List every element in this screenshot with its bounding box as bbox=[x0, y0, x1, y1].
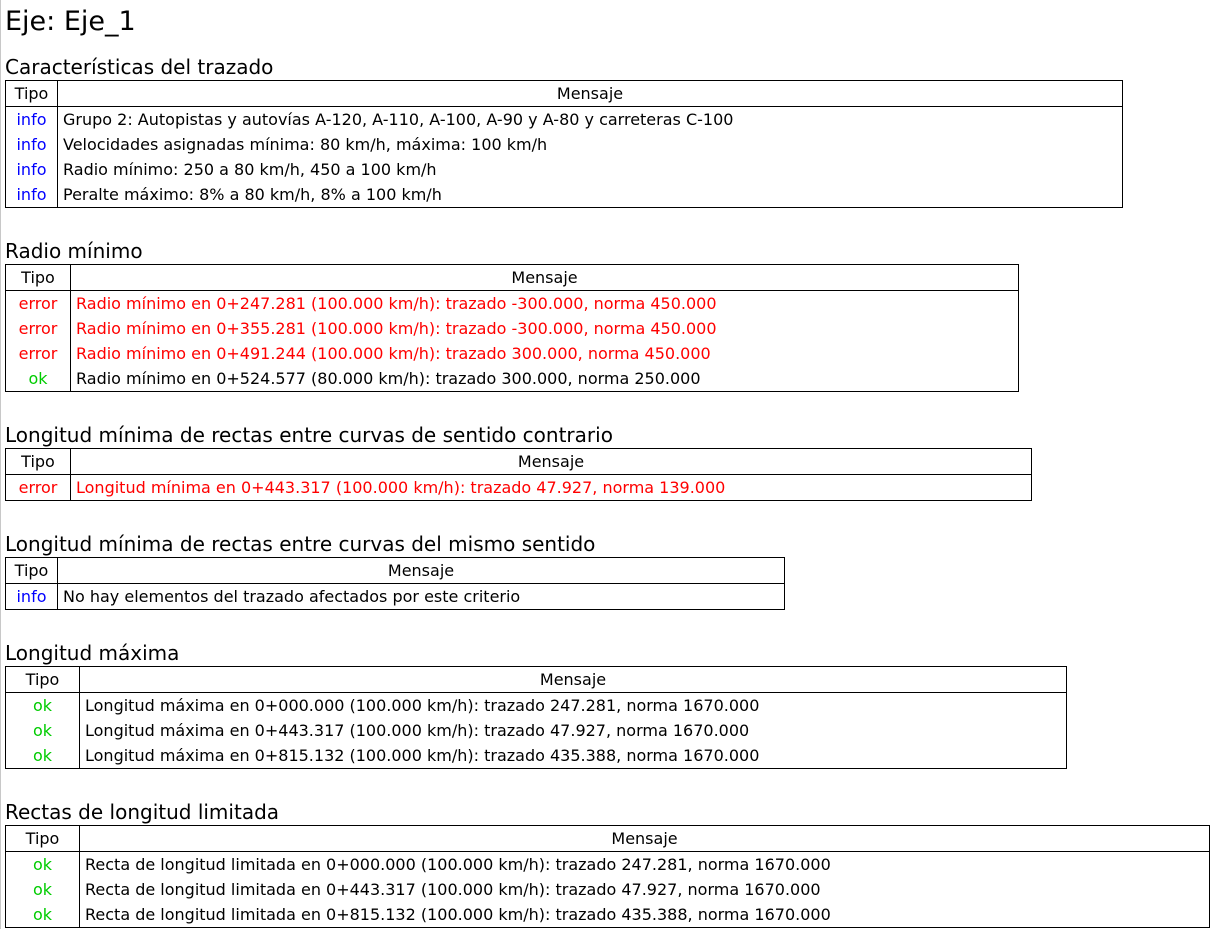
results-table bbox=[5, 448, 1032, 501]
table-row bbox=[6, 132, 1123, 157]
type-cell: ok bbox=[6, 877, 80, 902]
column-header-mensaje: Mensaje bbox=[58, 558, 785, 584]
table-row bbox=[6, 107, 1123, 133]
table-header-row bbox=[6, 826, 1210, 852]
section-title: Longitud mínima de rectas entre curvas del mismo sentido bbox=[5, 532, 596, 556]
table-row bbox=[6, 341, 1019, 366]
column-header-tipo: Tipo bbox=[6, 826, 80, 852]
type-cell: error bbox=[6, 291, 71, 317]
table-row bbox=[6, 852, 1210, 878]
type-cell: ok bbox=[6, 743, 80, 769]
results-table bbox=[5, 264, 1019, 392]
table-row bbox=[6, 902, 1210, 928]
type-cell: info bbox=[6, 584, 58, 610]
section-title: Radio mínimo bbox=[5, 239, 143, 263]
table-header-row bbox=[6, 667, 1067, 693]
type-cell: ok bbox=[6, 366, 71, 392]
section-rectas-de-longitud-limitada bbox=[5, 799, 1210, 928]
results-table bbox=[5, 557, 785, 610]
table-header-row bbox=[6, 449, 1032, 475]
message-cell: Radio mínimo en 0+355.281 (100.000 km/h): trazado -300.000, norma 450.000 bbox=[71, 316, 1019, 341]
type-cell: ok bbox=[6, 902, 80, 928]
results-table bbox=[5, 80, 1123, 208]
message-cell: Recta de longitud limitada en 0+443.317 (100.000 km/h): trazado 47.927, norma 1670.000 bbox=[80, 877, 1210, 902]
column-header-tipo: Tipo bbox=[6, 81, 58, 107]
type-cell: error bbox=[6, 341, 71, 366]
message-cell: Grupo 2: Autopistas y autovías A-120, A-110, A-100, A-90 y A-80 y carreteras C-100 bbox=[58, 107, 1123, 133]
column-header-tipo: Tipo bbox=[6, 265, 71, 291]
message-cell: Velocidades asignadas mínima: 80 km/h, máxima: 100 km/h bbox=[58, 132, 1123, 157]
message-cell: Longitud mínima en 0+443.317 (100.000 km/h): trazado 47.927, norma 139.000 bbox=[71, 475, 1032, 501]
table-row bbox=[6, 693, 1067, 719]
column-header-mensaje: Mensaje bbox=[71, 449, 1032, 475]
table-header-row bbox=[6, 265, 1019, 291]
message-cell: Radio mínimo en 0+491.244 (100.000 km/h): trazado 300.000, norma 450.000 bbox=[71, 341, 1019, 366]
message-cell: Radio mínimo: 250 a 80 km/h, 450 a 100 km/h bbox=[58, 157, 1123, 182]
message-cell: Radio mínimo en 0+524.577 (80.000 km/h): trazado 300.000, norma 250.000 bbox=[71, 366, 1019, 392]
message-cell: Recta de longitud limitada en 0+000.000 (100.000 km/h): trazado 247.281, norma 1670.000 bbox=[80, 852, 1210, 878]
message-cell: Longitud máxima en 0+443.317 (100.000 km/h): trazado 47.927, norma 1670.000 bbox=[80, 718, 1067, 743]
section-longitud-maxima bbox=[5, 640, 1067, 769]
table-row bbox=[6, 366, 1019, 392]
type-cell: info bbox=[6, 182, 58, 208]
type-cell: error bbox=[6, 475, 71, 501]
column-header-mensaje: Mensaje bbox=[58, 81, 1123, 107]
results-table bbox=[5, 825, 1210, 928]
section-longitud-minima-de-rectas-entre-curvas-del-mismo-sentido bbox=[5, 531, 785, 610]
table-row bbox=[6, 291, 1019, 317]
column-header-tipo: Tipo bbox=[6, 558, 58, 584]
type-cell: ok bbox=[6, 718, 80, 743]
section-caracteristicas-del-trazado bbox=[5, 54, 1123, 208]
type-cell: ok bbox=[6, 852, 80, 878]
table-row bbox=[6, 743, 1067, 769]
column-header-tipo: Tipo bbox=[6, 449, 71, 475]
message-cell: Radio mínimo en 0+247.281 (100.000 km/h): trazado -300.000, norma 450.000 bbox=[71, 291, 1019, 317]
message-cell: Peralte máximo: 8% a 80 km/h, 8% a 100 km/h bbox=[58, 182, 1123, 208]
table-row bbox=[6, 316, 1019, 341]
type-cell: ok bbox=[6, 693, 80, 719]
type-cell: error bbox=[6, 316, 71, 341]
table-header-row bbox=[6, 558, 785, 584]
type-cell: info bbox=[6, 132, 58, 157]
table-row bbox=[6, 182, 1123, 208]
section-title: Rectas de longitud limitada bbox=[5, 800, 280, 824]
section-longitud-minima-de-rectas-entre-curvas-de-sentido-contrario bbox=[5, 422, 1032, 501]
message-cell: No hay elementos del trazado afectados por este criterio bbox=[58, 584, 785, 610]
section-title: Longitud máxima bbox=[5, 641, 180, 665]
table-header-row bbox=[6, 81, 1123, 107]
message-cell: Longitud máxima en 0+815.132 (100.000 km/h): trazado 435.388, norma 1670.000 bbox=[80, 743, 1067, 769]
table-row bbox=[6, 475, 1032, 501]
message-cell: Longitud máxima en 0+000.000 (100.000 km/h): trazado 247.281, norma 1670.000 bbox=[80, 693, 1067, 719]
message-cell: Recta de longitud limitada en 0+815.132 (100.000 km/h): trazado 435.388, norma 1670.000 bbox=[80, 902, 1210, 928]
table-row bbox=[6, 718, 1067, 743]
table-row bbox=[6, 584, 785, 610]
column-header-mensaje: Mensaje bbox=[71, 265, 1019, 291]
page-title: Eje: Eje_1 bbox=[5, 6, 136, 37]
section-radio-minimo bbox=[5, 238, 1019, 392]
results-table bbox=[5, 666, 1067, 769]
type-cell: info bbox=[6, 107, 58, 133]
table-row bbox=[6, 157, 1123, 182]
column-header-mensaje: Mensaje bbox=[80, 667, 1067, 693]
section-title: Longitud mínima de rectas entre curvas de sentido contrario bbox=[5, 423, 613, 447]
table-row bbox=[6, 877, 1210, 902]
column-header-mensaje: Mensaje bbox=[80, 826, 1210, 852]
type-cell: info bbox=[6, 157, 58, 182]
column-header-tipo: Tipo bbox=[6, 667, 80, 693]
section-title: Características del trazado bbox=[5, 55, 274, 79]
